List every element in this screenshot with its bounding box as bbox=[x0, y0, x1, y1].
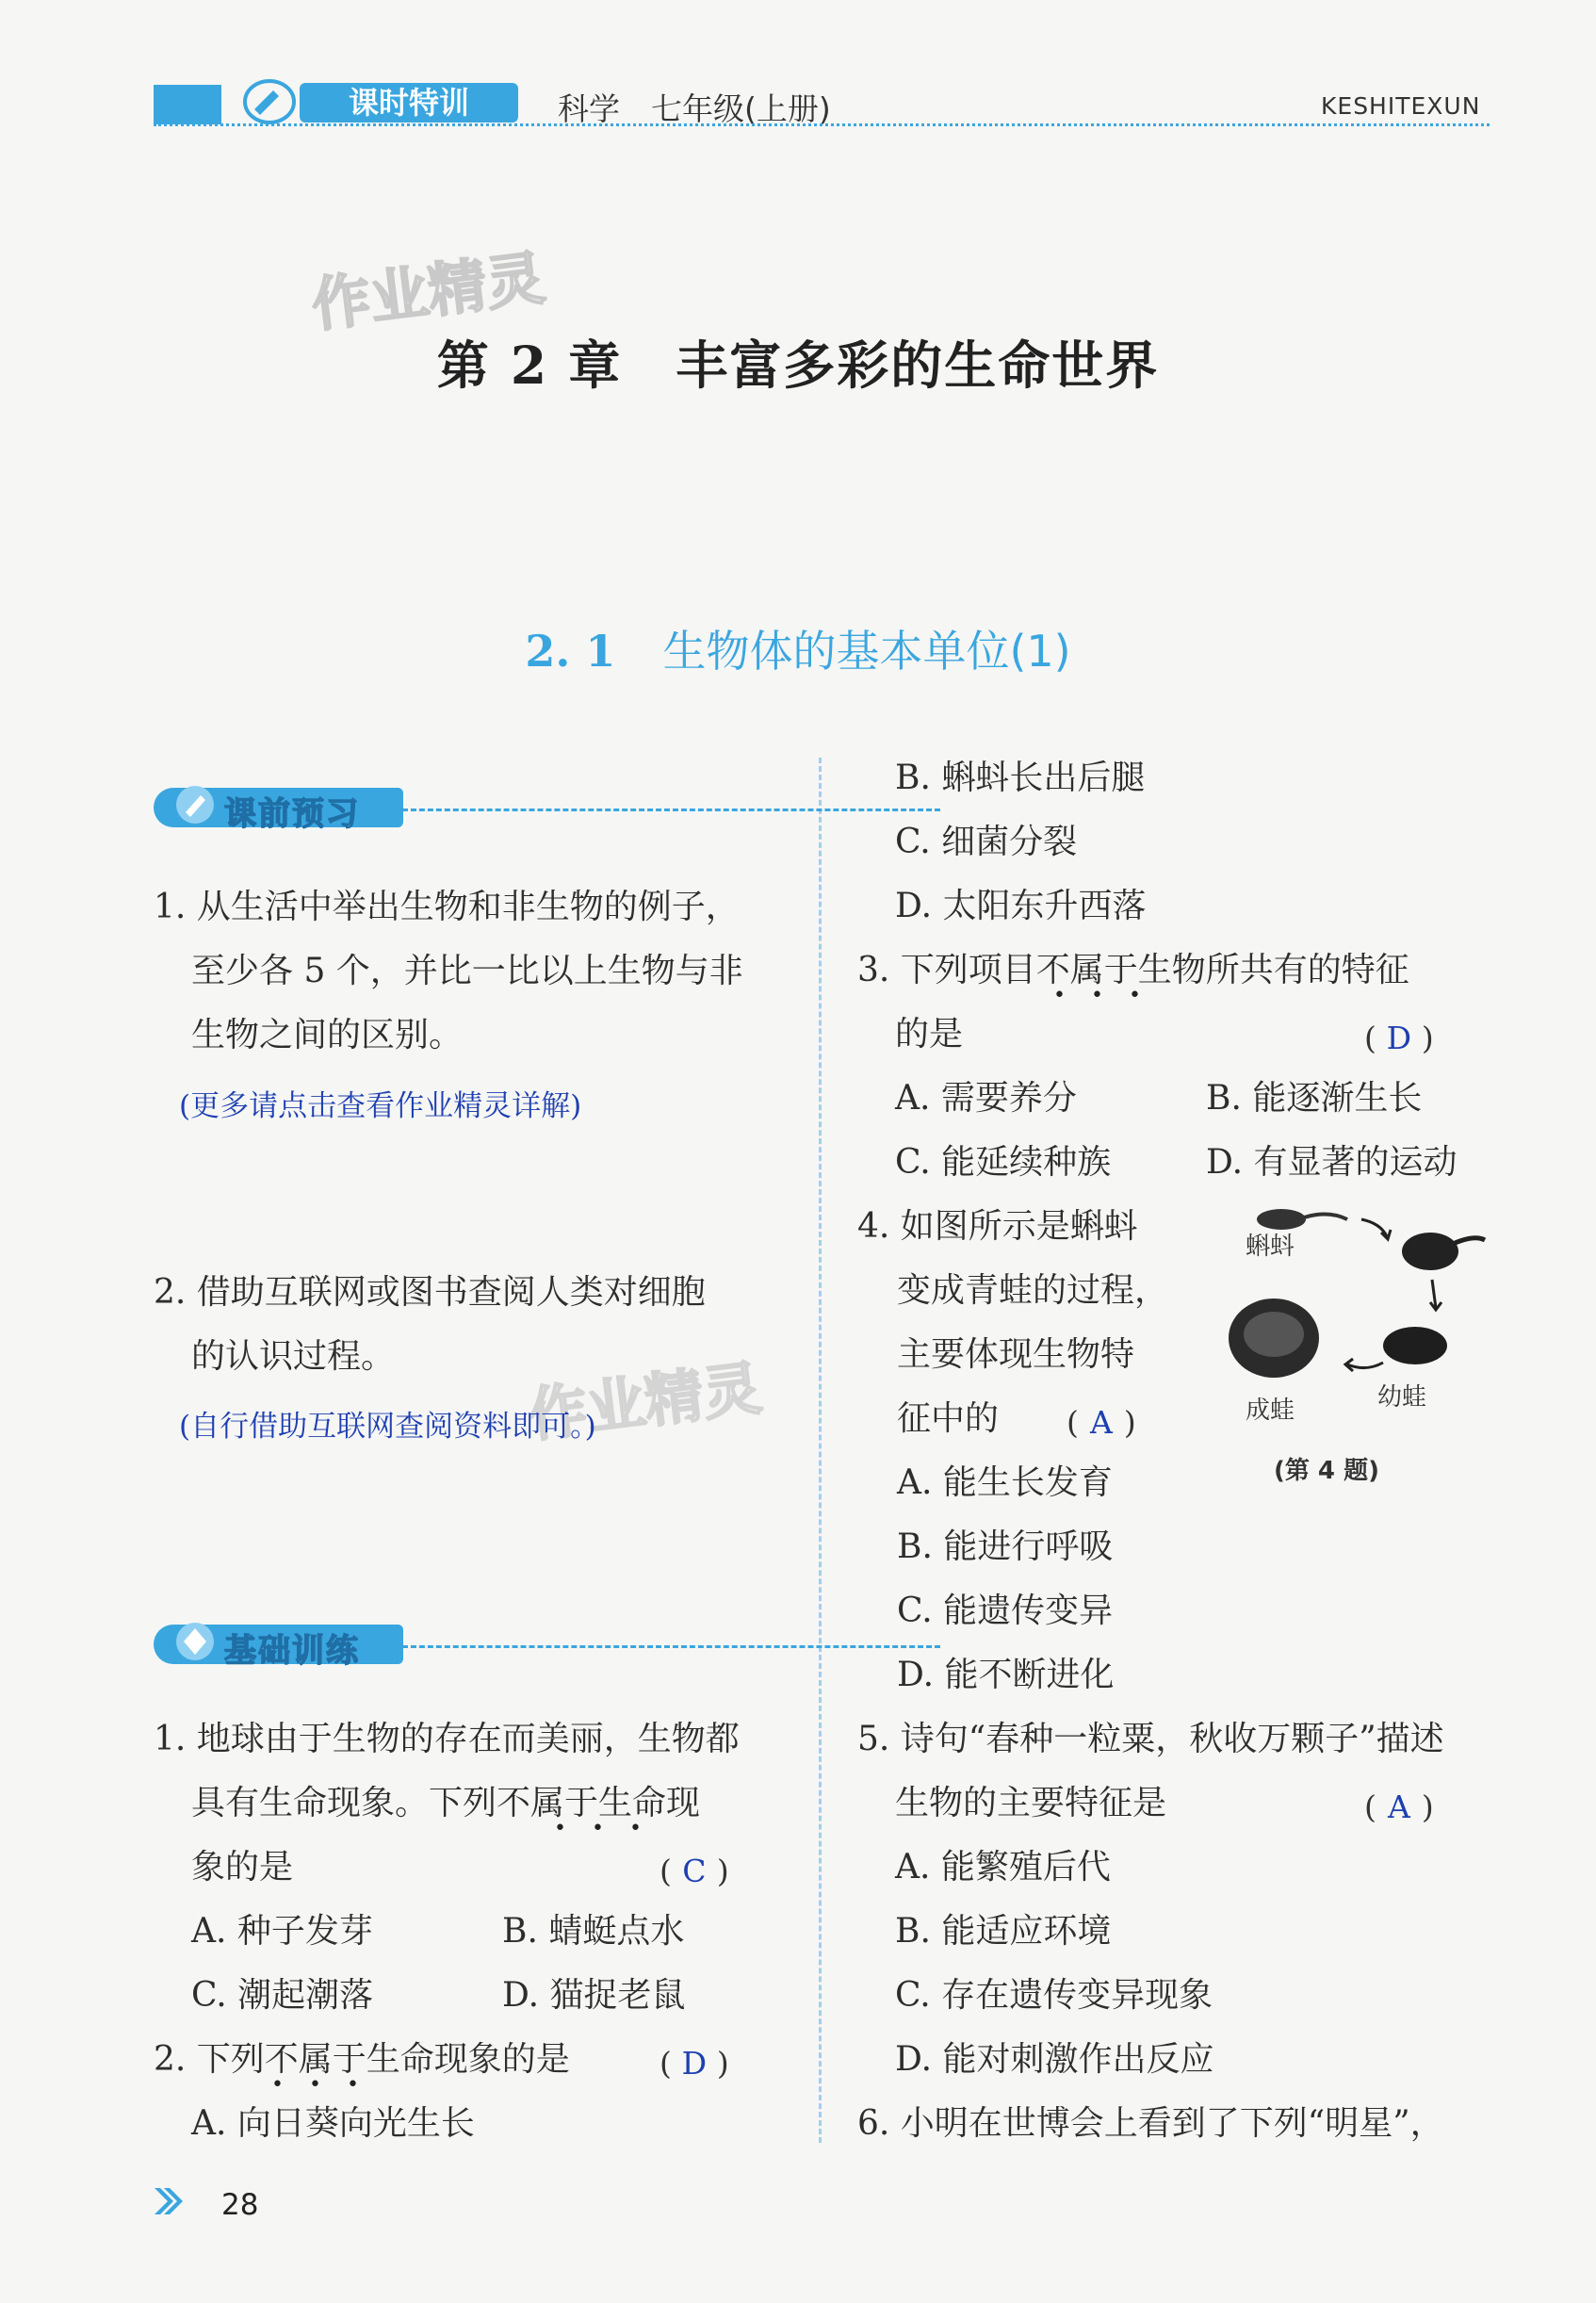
label-tadpole: 蝌蚪 bbox=[1246, 1233, 1295, 1261]
question-line: 3. 下列项目不属于生物所共有的特征 bbox=[857, 951, 1409, 989]
section-name: 生物体的基本单位(1) bbox=[662, 626, 1071, 677]
option: B. 能逐渐生长 bbox=[1206, 1079, 1423, 1118]
question-line: 的认识过程。 bbox=[191, 1337, 396, 1376]
question-line: 4. 如图所示是蝌蚪 bbox=[857, 1207, 1138, 1246]
question-line: 5. 诗句“春种一粒粟，秋收万颗子”描述 bbox=[857, 1720, 1444, 1758]
option: B. 能适应环境 bbox=[895, 1912, 1112, 1951]
answer-bracket: ( D ) bbox=[660, 2045, 729, 2082]
preview-banner-label: 课前预习 bbox=[224, 795, 360, 833]
option: D. 太阳东升西落 bbox=[895, 887, 1147, 925]
option: C. 能延续种族 bbox=[895, 1143, 1112, 1182]
question-line: 2. 借助互联网或图书查阅人类对细胞 bbox=[154, 1273, 706, 1312]
subject-label: 科学 七年级(上册) bbox=[558, 90, 831, 127]
answer-value: D bbox=[1386, 1020, 1412, 1056]
answer-bracket: ( A ) bbox=[1364, 1788, 1434, 1825]
question-line: 象的是 bbox=[191, 1848, 294, 1886]
answer-value: C bbox=[682, 1853, 707, 1889]
option: D. 能对刺激作出反应 bbox=[895, 2040, 1214, 2079]
pencil-icon bbox=[172, 782, 218, 827]
basic-banner bbox=[154, 1617, 945, 1674]
preview-banner bbox=[154, 780, 945, 837]
option: D. 能不断进化 bbox=[897, 1656, 1115, 1694]
double-chevron-icon bbox=[151, 2184, 185, 2218]
question-line: 生物之间的区别。 bbox=[191, 1016, 464, 1054]
question-line: 的是 bbox=[895, 1015, 964, 1054]
question-line: 生物的主要特征是 bbox=[895, 1784, 1167, 1822]
basic-banner-label: 基础训练 bbox=[224, 1632, 360, 1670]
emphasis-dots: ••• bbox=[271, 2073, 384, 2097]
question-line: 6. 小明在世博会上看到了下列“明星”， bbox=[857, 2104, 1444, 2143]
column-divider bbox=[819, 758, 822, 2143]
label-adult-frog: 成蛙 bbox=[1246, 1396, 1295, 1425]
answer-bracket: ( D ) bbox=[1364, 1020, 1434, 1056]
question-line: 至少各 5 个，并比一比以上生物与非 bbox=[191, 952, 743, 990]
option: A. 向日葵向光生长 bbox=[191, 2104, 475, 2143]
option: C. 潮起潮落 bbox=[191, 1976, 374, 2015]
option: A. 种子发芽 bbox=[191, 1912, 373, 1951]
option: B. 能进行呼吸 bbox=[897, 1527, 1114, 1566]
option: A. 能生长发育 bbox=[897, 1463, 1113, 1502]
header-color-bar bbox=[154, 85, 221, 124]
option: B. 蝌蚪长出后腿 bbox=[895, 759, 1146, 797]
logo-text: 课时特训 bbox=[348, 85, 470, 121]
book-logo-icon bbox=[241, 77, 524, 126]
page-number: 28 bbox=[221, 2188, 259, 2222]
question-line: 2. 下列不属于生命现象的是 bbox=[154, 2040, 570, 2079]
option: B. 蜻蜓点水 bbox=[502, 1912, 685, 1951]
watermark: 作业精灵 bbox=[308, 243, 549, 340]
answer-value: A bbox=[1387, 1788, 1410, 1825]
section-number: 2. 1 bbox=[525, 626, 616, 677]
option: C. 能遗传变异 bbox=[897, 1592, 1114, 1630]
option: A. 需要养分 bbox=[895, 1079, 1077, 1118]
option: D. 有显著的运动 bbox=[1206, 1143, 1458, 1182]
series-code: KESHITEXUN bbox=[1321, 92, 1481, 120]
option: C. 存在遗传变异现象 bbox=[895, 1976, 1213, 2015]
answer-value: D bbox=[681, 2045, 708, 2082]
section-title bbox=[0, 617, 1596, 679]
watermark: 作业精灵 bbox=[525, 1353, 766, 1450]
answer-hint: (更多请点击查看作业精灵详解) bbox=[179, 1089, 582, 1123]
emphasis-dots: ••• bbox=[554, 1817, 667, 1840]
diamond-icon bbox=[172, 1619, 218, 1664]
answer-value: A bbox=[1089, 1404, 1113, 1441]
question-line: 具有生命现象。下列不属于生命现 bbox=[191, 1784, 701, 1822]
option: D. 猫捉老鼠 bbox=[502, 1976, 686, 2015]
chapter-title: 第 2 章 丰富多彩的生命世界 bbox=[436, 335, 1160, 396]
label-young-frog: 幼蛙 bbox=[1377, 1383, 1427, 1412]
figure-caption: (第 4 题) bbox=[1274, 1457, 1379, 1485]
question-line: 1. 地球由于生物的存在而美丽，生物都 bbox=[154, 1720, 740, 1758]
answer-hint: (自行借助互联网查阅资料即可。) bbox=[179, 1410, 596, 1444]
option: C. 细菌分裂 bbox=[895, 823, 1078, 861]
emphasis-dots: ••• bbox=[1053, 984, 1166, 1007]
answer-bracket: ( A ) bbox=[1067, 1404, 1136, 1441]
question-line: 1. 从生活中举出生物和非生物的例子， bbox=[154, 888, 740, 926]
answer-bracket: ( C ) bbox=[660, 1853, 729, 1889]
question-line: 主要体现生物特 bbox=[897, 1335, 1135, 1374]
question-line: 变成青蛙的过程， bbox=[897, 1271, 1169, 1310]
header-dotted-line bbox=[154, 123, 1490, 126]
question-line: 征中的 bbox=[897, 1399, 1000, 1438]
option: A. 能繁殖后代 bbox=[895, 1848, 1111, 1886]
